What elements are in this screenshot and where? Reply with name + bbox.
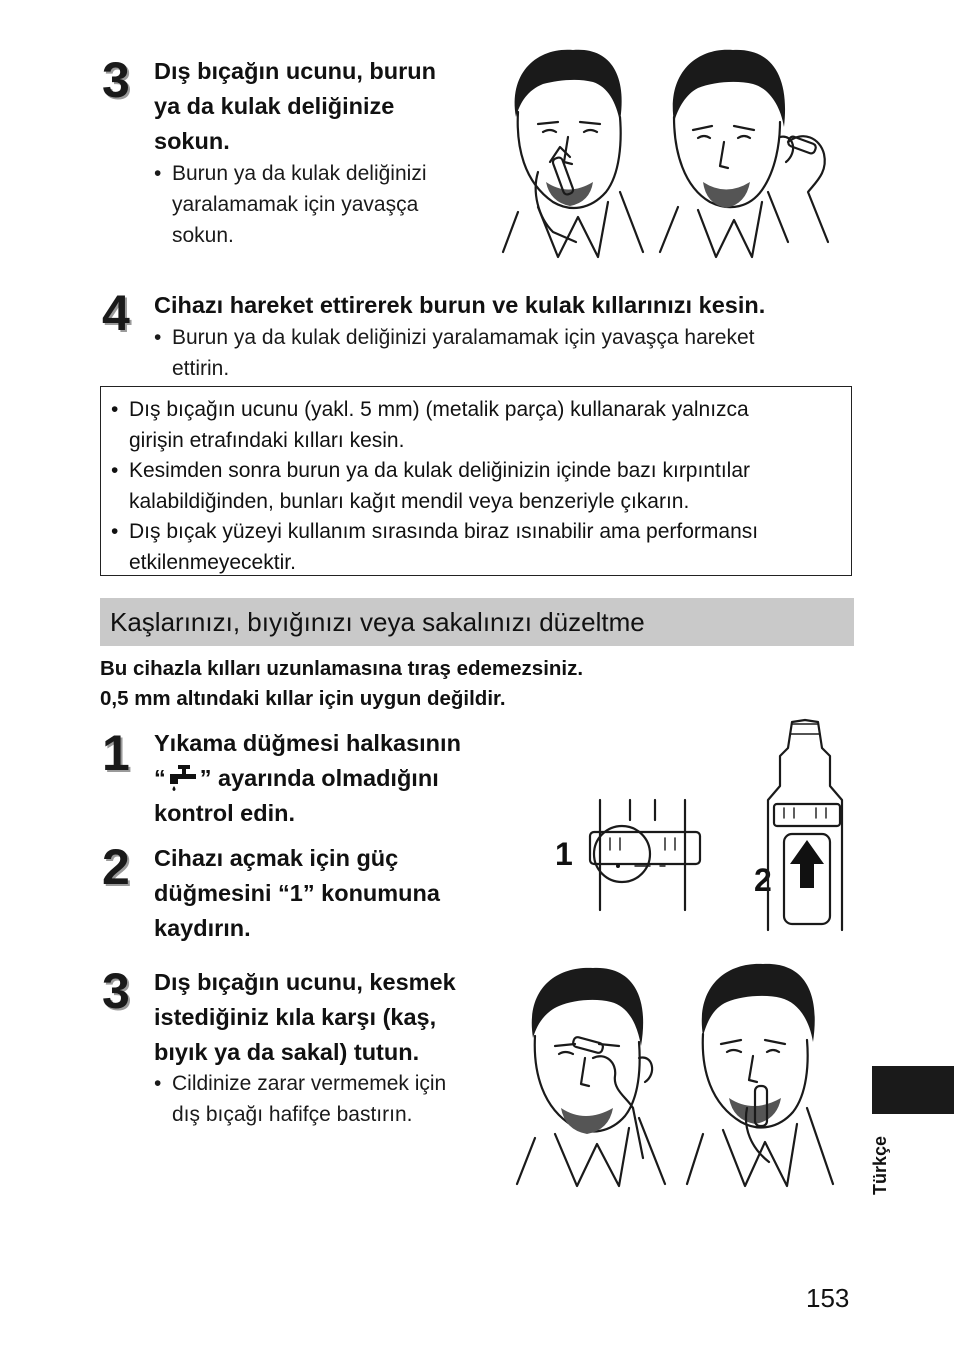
step-3-bottom-heading <box>154 965 456 1070</box>
callout-2: 2 <box>754 862 772 898</box>
step-2-heading-line-1: Cihazı açmak için güç <box>154 845 399 871</box>
step-3-top-note-line-1: • Burun ya da kulak deliğinizi <box>154 158 426 189</box>
language-tab-marker <box>872 1066 954 1114</box>
eyebrow-beard-trimming-illustration <box>515 958 855 1190</box>
step-4-note <box>154 322 754 384</box>
step-4-note-line-2: ettirin. <box>172 357 230 380</box>
step-2-heading-line-2: düğmesini “1” konumuna <box>154 880 440 906</box>
close-quote-text: ” ayarında olmadığını <box>199 765 439 791</box>
faucet-icon <box>166 764 200 792</box>
section-intro-line-2: 0,5 mm altındaki kıllar için uygun değildir. <box>100 687 506 710</box>
step-3-top-heading <box>154 54 436 159</box>
step-1-heading-line-1: Yıkama düğmesi halkasının <box>154 730 461 756</box>
step-2-heading <box>154 841 440 946</box>
note-3-line-1: • Dış bıçak yüzeyi kullanım sırasında biraz ısınabilir ama performansı <box>129 520 759 543</box>
step-3-top-note-line-2: yaralamamak için yavaşça <box>172 193 419 216</box>
note-1-line-1: • Dış bıçağın ucunu (yakl. 5 mm) (metalik parça) kullanarak yalnızca <box>129 398 749 421</box>
washing-ring-figure <box>590 800 700 910</box>
step-3-bottom-note <box>154 1068 446 1130</box>
step-3-top-heading-line-3: sokun. <box>154 128 230 154</box>
note-3-line-2: etkilenmeyecektir. <box>129 550 296 574</box>
language-label: Türkçe <box>870 1135 890 1195</box>
callout-1: 1 <box>555 836 573 872</box>
man-trimming-beard-figure <box>687 964 833 1186</box>
section-intro-line-1: Bu cihazla kılları uzunlamasına tıraş edemezsiniz. <box>100 657 584 680</box>
man-trimming-nose-figure <box>503 50 643 257</box>
man-trimming-eyebrow-figure <box>517 968 665 1186</box>
page-number: 153 <box>806 1283 850 1313</box>
section-title: Kaşlarınızı, bıyığınızı veya sakalınızı düzeltme <box>110 607 645 637</box>
trimmer-device-illustration <box>580 720 850 930</box>
power-switch-figure <box>768 720 842 930</box>
note-2-line-1: • Kesimden sonra burun ya da kulak deliğinizin içinde bazı kırpıntılar <box>129 459 751 482</box>
step-3-bottom-heading-line-2: istediğiniz kıla karşı (kaş, <box>154 1004 437 1030</box>
step-4-note-line-1: • Burun ya da kulak deliğinizi yaralamamak için yavaşça hareket <box>154 322 754 353</box>
step-number-3-bottom: 3 <box>102 963 130 1019</box>
open-quote: “ <box>154 765 166 791</box>
step-number-4: 4 <box>102 285 130 341</box>
note-item <box>111 517 837 578</box>
note-item <box>111 456 837 517</box>
step-4-heading: Cihazı hareket ettirerek burun ve kulak kıllarınızı kesin. <box>154 292 766 318</box>
section-header-bar <box>100 598 854 646</box>
step-2-heading-line-3: kaydırın. <box>154 915 251 941</box>
note-1-line-2: girişin etrafındaki kılları kesin. <box>129 428 405 452</box>
step-3-bottom-note-line-2: dış bıçağı hafifçe bastırın. <box>172 1103 413 1126</box>
step-3-top-note <box>154 158 426 251</box>
nose-ear-trimming-illustration <box>498 42 838 260</box>
note-2-line-2: kalabildiğinden, bunları kağıt mendil veya benzeriyle çıkarın. <box>129 489 690 513</box>
note-item <box>111 395 837 456</box>
step-3-top-note-line-3: sokun. <box>172 224 234 247</box>
step-3-top-heading-line-1: Dış bıçağın ucunu, burun <box>154 58 436 84</box>
step-number-1: 1 <box>102 725 130 781</box>
step-1-heading <box>154 726 461 831</box>
step-3-bottom-heading-line-3: bıyık ya da sakal) tutun. <box>154 1039 420 1065</box>
man-trimming-ear-figure <box>660 50 828 257</box>
caution-note-box <box>100 386 852 576</box>
step-1-heading-line-2 <box>154 761 461 796</box>
step-3-top-heading-line-2: ya da kulak deliğinize <box>154 93 395 119</box>
step-1-heading-line-3: kontrol edin. <box>154 800 295 826</box>
step-3-bottom-note-line-1: • Cildinize zarar vermemek için <box>154 1068 446 1099</box>
step-3-bottom-heading-line-1: Dış bıçağın ucunu, kesmek <box>154 969 456 995</box>
step-number-3-top: 3 <box>102 52 130 108</box>
step-number-2: 2 <box>102 839 130 895</box>
